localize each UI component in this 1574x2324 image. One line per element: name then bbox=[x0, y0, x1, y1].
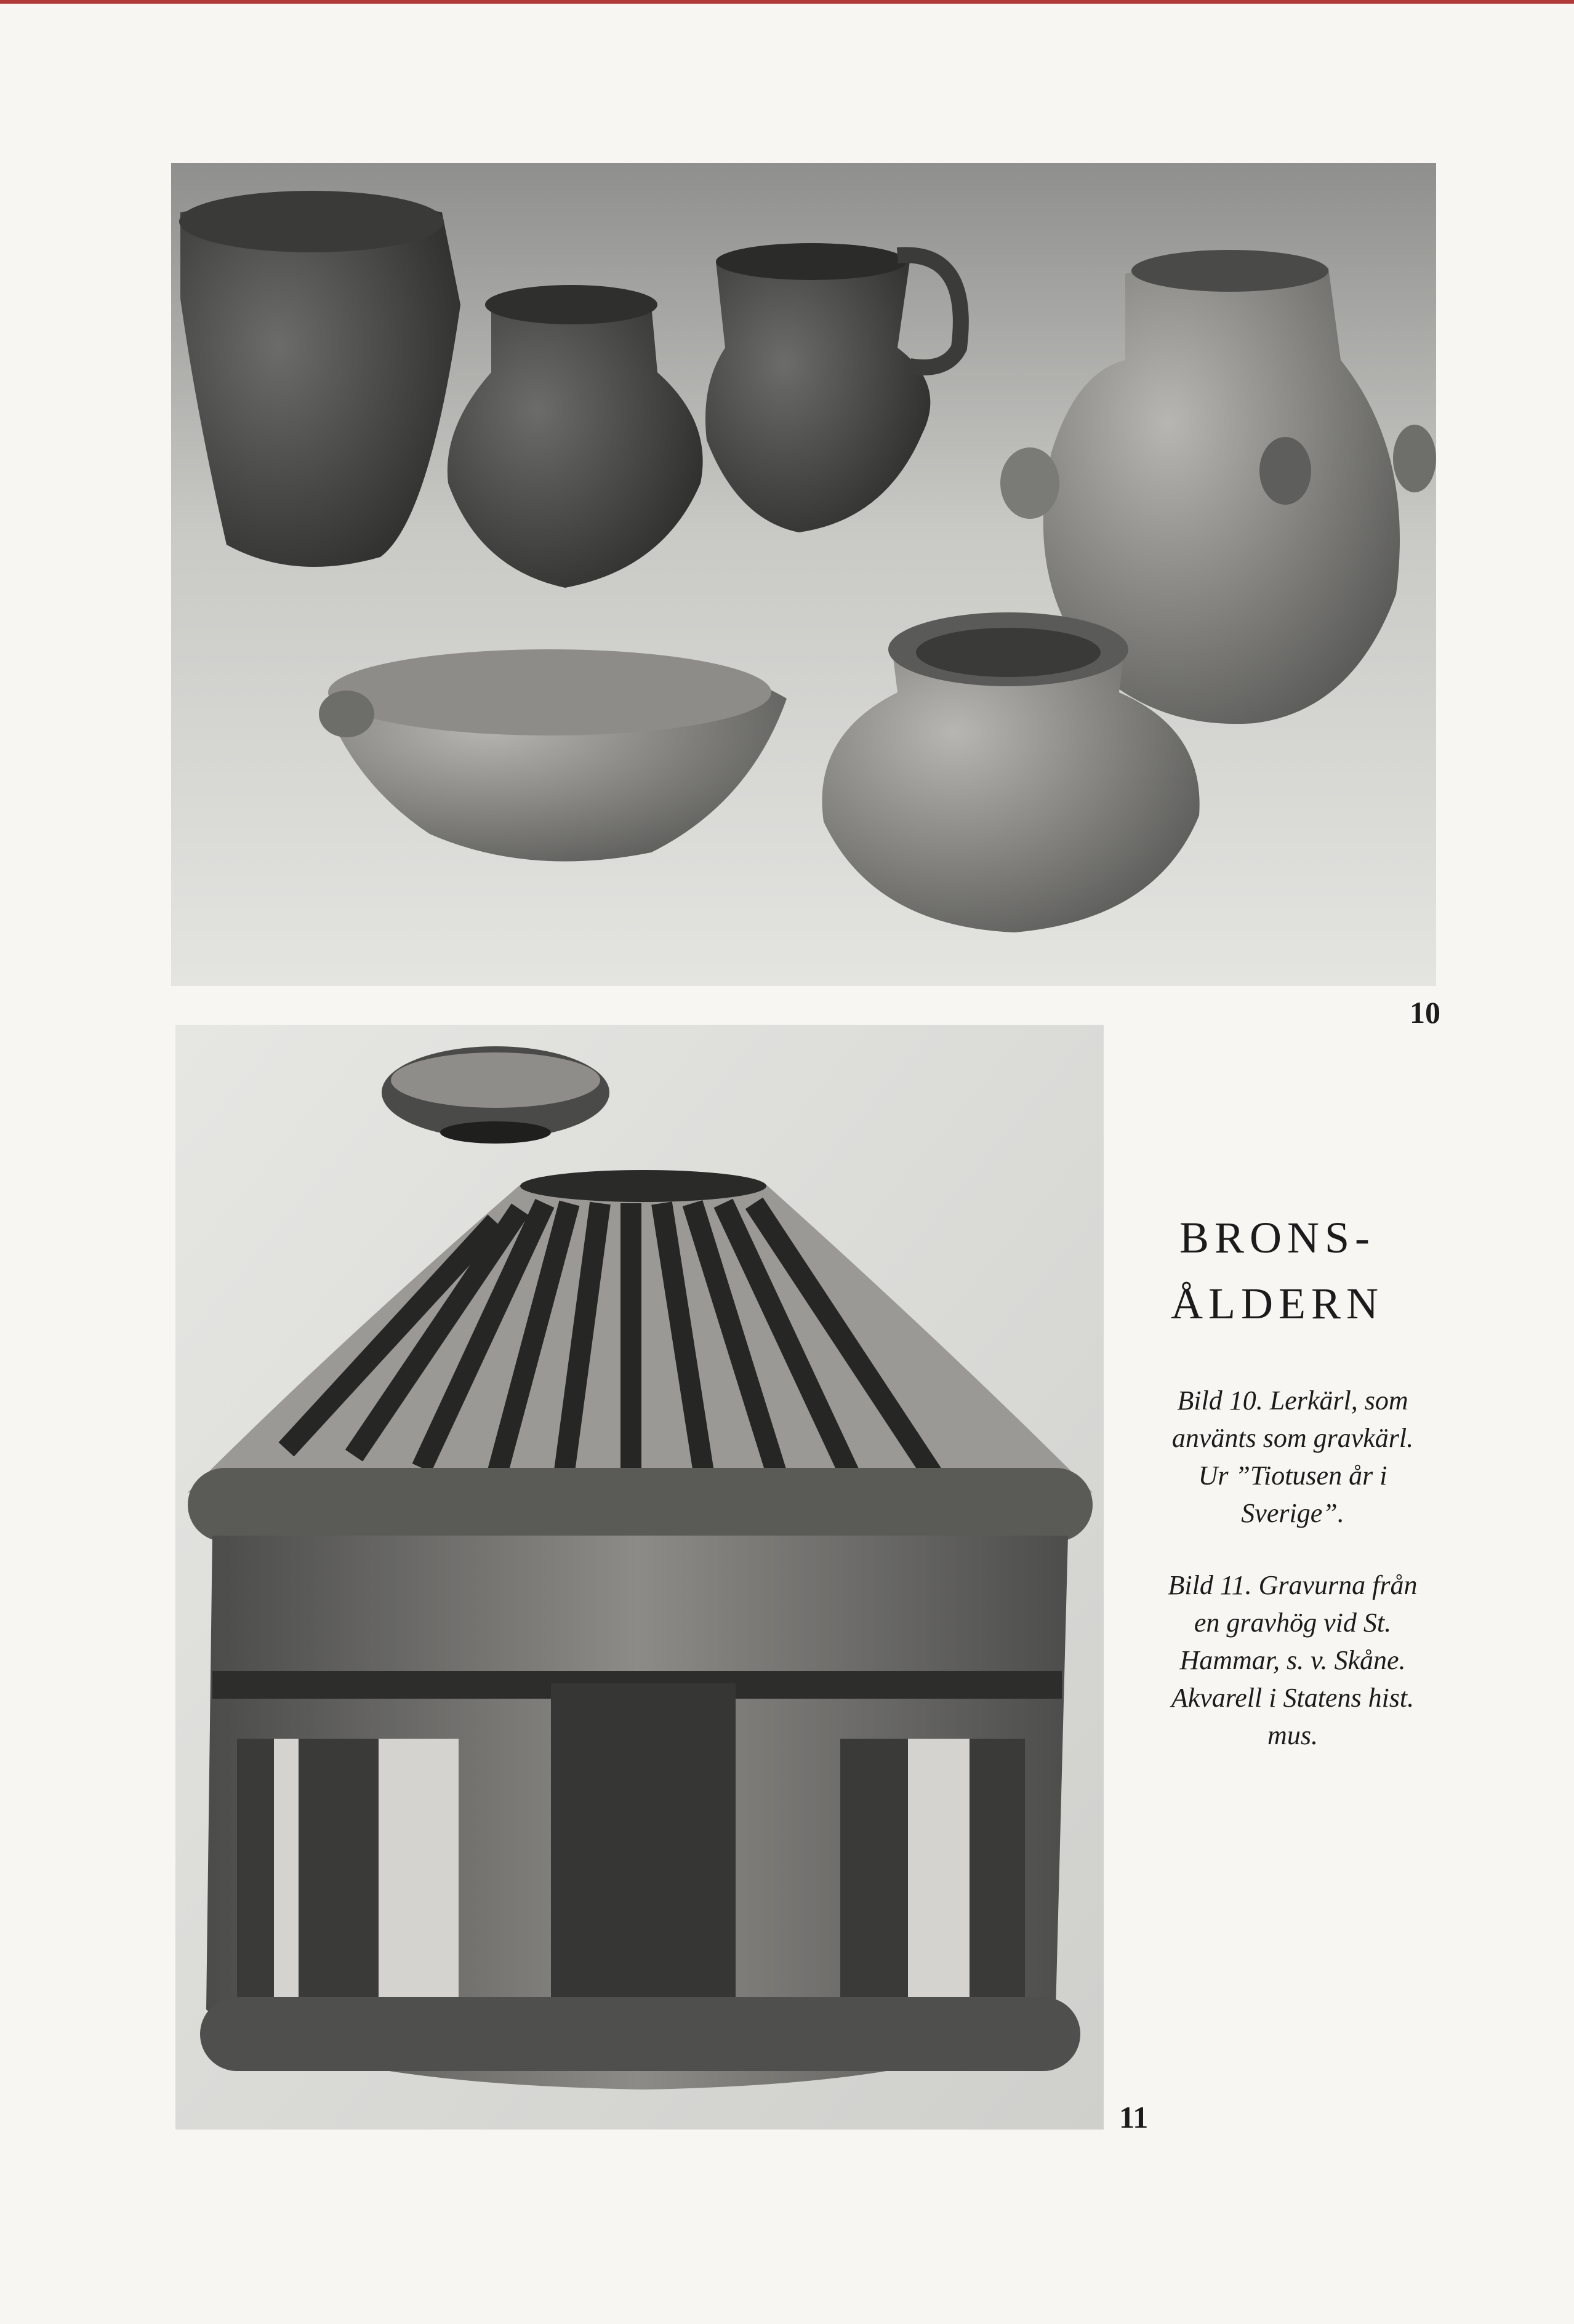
section-heading-line1: BRONS- bbox=[1179, 1213, 1376, 1262]
page-top-edge bbox=[0, 0, 1574, 4]
caption-line: använts som gravkärl. bbox=[1171, 1423, 1414, 1453]
caption-line: Sverige”. bbox=[1241, 1498, 1344, 1528]
section-heading-line2: ÅLDERN bbox=[1171, 1279, 1384, 1328]
figure-10-photo bbox=[171, 163, 1436, 986]
figure-10-number: 10 bbox=[1410, 995, 1440, 1030]
caption-line: Bild 10. Lerkärl, som bbox=[1177, 1385, 1408, 1416]
caption-line: Bild 11. Gravurna från bbox=[1168, 1570, 1418, 1600]
figure-11-number: 11 bbox=[1119, 2100, 1149, 2134]
clay-vessels-illustration bbox=[171, 163, 1436, 986]
caption-bild-10 bbox=[1136, 1382, 1450, 1532]
caption-line: en gravhög vid St. bbox=[1194, 1608, 1392, 1638]
caption-line: Ur ”Tiotusen år i bbox=[1198, 1461, 1387, 1491]
caption-bild-11 bbox=[1136, 1566, 1450, 1754]
caption-line: Hammar, s. v. Skåne. bbox=[1179, 1645, 1406, 1675]
figure-11-photo bbox=[175, 1025, 1104, 2130]
caption-line: Akvarell i Statens hist. bbox=[1171, 1683, 1415, 1713]
house-urn-illustration bbox=[175, 1025, 1104, 2130]
caption-line: mus. bbox=[1267, 1720, 1318, 1750]
